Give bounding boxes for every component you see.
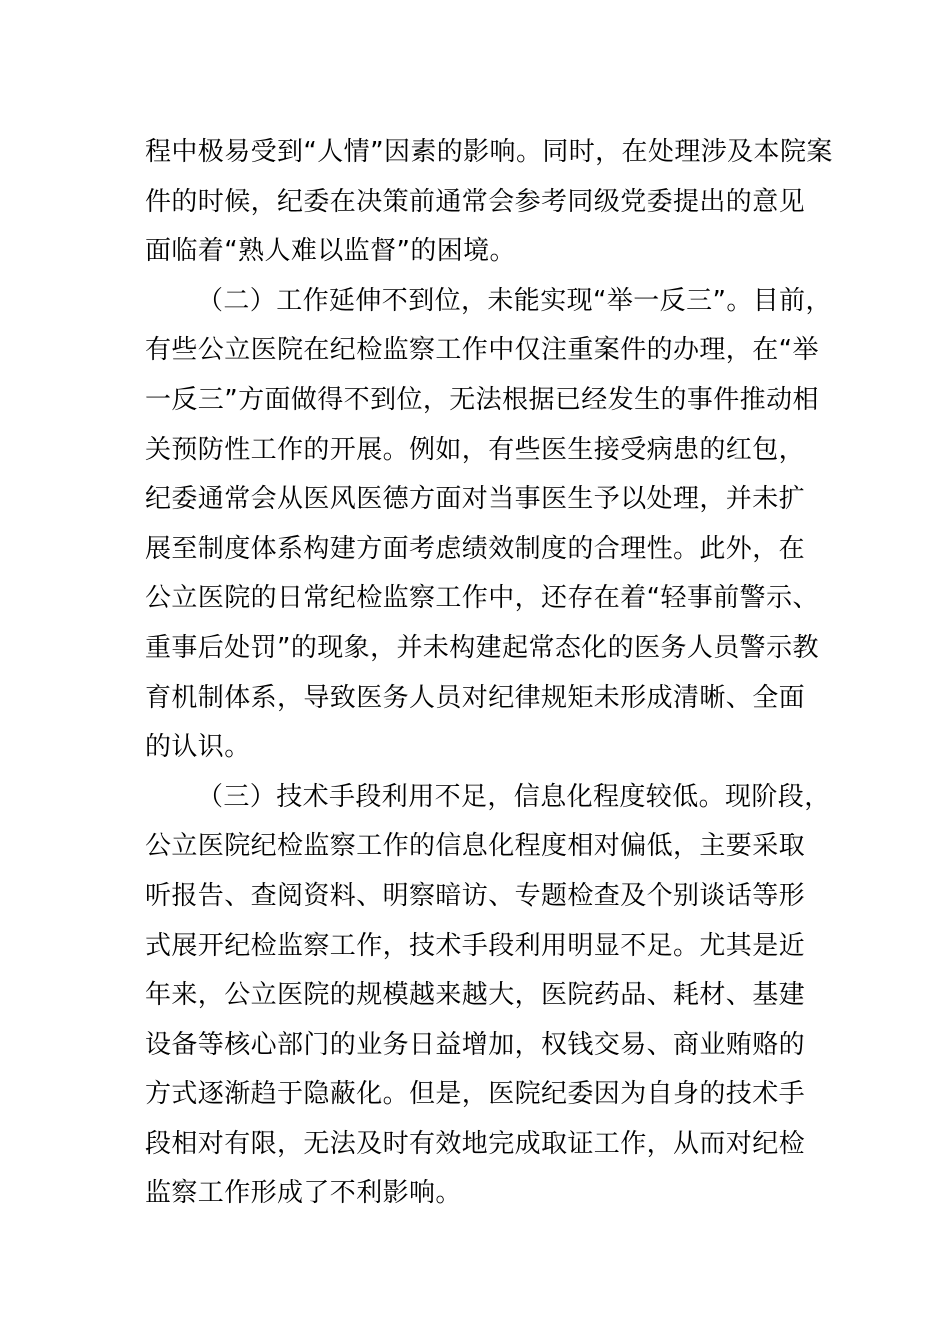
text-line: 公立医院纪检监察工作的信息化程度相对偏低，主要采取 — [145, 831, 806, 862]
text-line: 设备等核心部门的业务日益增加，权钱交易、商业贿赂的 — [145, 1029, 806, 1060]
text-line: 程中极易受到“人情”因素的影响。同时，在处理涉及本院案 — [145, 137, 833, 167]
text-line: 有些公立医院在纪检监察工作中仅注重案件的办理，在“举 — [145, 335, 819, 366]
text-line: 听报告、查阅资料、明察暗访、专题检查及个别谈话等形 — [145, 880, 806, 911]
body-text — [145, 128, 835, 1219]
text-line: 重事后处罚”的现象，并未构建起常态化的医务人员警示教 — [145, 632, 819, 663]
text-line: 展至制度体系构建方面考虑绩效制度的合理性。此外，在 — [145, 533, 806, 564]
text-line: 方式逐渐趋于隐蔽化。但是，医院纪委因为自身的技术手 — [145, 1079, 806, 1110]
text-line: 面临着“熟人难以监督”的困境。 — [145, 236, 516, 267]
text-line: 件的时候，纪委在决策前通常会参考同级党委提出的意见 — [145, 186, 806, 217]
text-line: 一反三”方面做得不到位，无法根据已经发生的事件推动相 — [145, 384, 819, 415]
section-heading-line: （三）技术手段利用不足，信息化程度较低。现阶段， — [197, 781, 831, 812]
text-line: 式展开纪检监察工作，技术手段利用明显不足。尤其是近 — [145, 930, 806, 961]
text-line: 纪委通常会从医风医德方面对当事医生予以处理，并未扩 — [145, 484, 806, 515]
text-line: 关预防性工作的开展。例如，有些医生接受病患的红包， — [145, 434, 806, 465]
text-line: 公立医院的日常纪检监察工作中，还存在着“轻事前警示、 — [145, 583, 819, 614]
text-line: 年来，公立医院的规模越来越大，医院药品、耗材、基建 — [145, 980, 806, 1011]
text-line: 段相对有限，无法及时有效地完成取证工作，从而对纪检 — [145, 1128, 806, 1159]
section-heading-line: （二）工作延伸不到位，未能实现“举一反三”。目前， — [197, 285, 832, 316]
text-line: 的认识。 — [145, 732, 251, 763]
text-line: 育机制体系，导致医务人员对纪律规矩未形成清晰、全面 — [145, 682, 806, 713]
text-line: 监察工作形成了不利影响。 — [145, 1178, 462, 1209]
